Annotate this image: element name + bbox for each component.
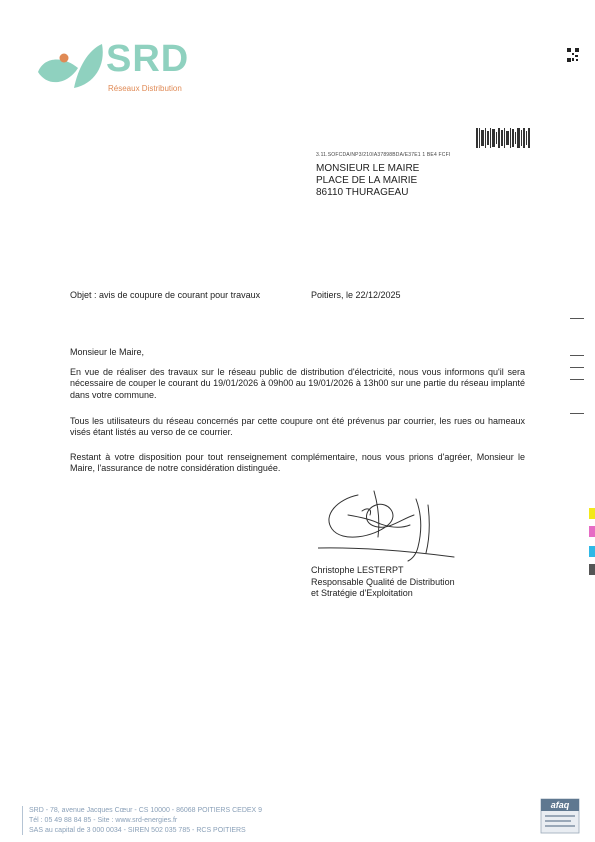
body-paragraph: Restant à votre disposition pour tout renseignement complémentaire, nous vous prions d'agréer, Monsieur le Maire, l'assurance de notre considération distinguée. — [70, 452, 525, 474]
signer-block — [311, 565, 455, 600]
recipient-address — [316, 163, 419, 199]
logo-tagline: Réseaux Distribution — [108, 84, 182, 93]
registration-mark-magenta — [589, 526, 595, 537]
place-and-date: Poitiers, le 22/12/2025 — [311, 290, 401, 300]
fold-mark — [570, 413, 584, 414]
handwritten-signature — [318, 485, 458, 565]
fold-mark — [570, 367, 584, 368]
body-paragraph: En vue de réaliser des travaux sur le réseau public de distribution d'électricité, nous vous informons qu'il sera nécessaire de couper le courant du 19/01/2026 à 09h00 au 19/01/2026 à 13h00 sur une partie du réseau implanté dans votre commune. — [70, 367, 525, 400]
afaq-certification-logo — [539, 797, 581, 835]
logo-leaf-right — [74, 44, 103, 88]
logo-wordmark: SRD — [106, 38, 190, 80]
footer-address: SRD - 78, avenue Jacques Cœur - CS 10000 - 86068 POITIERS CEDEX 9 — [29, 807, 263, 814]
recipient-name: MONSIEUR LE MAIRE — [316, 163, 420, 174]
salutation: Monsieur le Maire, — [70, 347, 145, 357]
registration-mark-cyan — [589, 546, 595, 557]
signer-title: et Stratégie d'Exploitation — [311, 588, 413, 599]
qr-code-icon — [567, 48, 579, 62]
registration-mark-black — [589, 564, 595, 575]
recipient-street: PLACE DE LA MAIRIE — [316, 175, 418, 186]
footer-contact: Tél : 05 49 88 84 85 - Site : www.srd-energies.fr — [29, 816, 178, 824]
registration-mark-yellow — [589, 508, 595, 519]
letter-subject: Objet : avis de coupure de courant pour travaux — [70, 290, 261, 300]
barcode-icon — [476, 128, 530, 148]
fold-mark — [570, 379, 584, 380]
footer-legal: SAS au capital de 3 000 0034 - SIREN 502 035 785 - RCS POITIERS — [29, 826, 246, 834]
logo-leaf-left — [38, 59, 78, 82]
reference-code: 3.11.SOFCDA/NP3/210IA37898BDA/E37E1 1 BE4 FCFI — [316, 152, 451, 158]
svg-text:afaq: afaq — [550, 800, 570, 810]
signer-title: Responsable Qualité de Distribution — [311, 576, 455, 587]
recipient-city: 86110 THURAGEAU — [316, 187, 409, 198]
body-paragraph: Tous les utilisateurs du réseau concernés par cette coupure ont été prévenus par courrier, les rues ou hameaux visés étant listés au verso de ce courrier. — [70, 416, 525, 438]
signer-name: Christophe LESTERPT — [311, 565, 404, 575]
company-footer — [22, 806, 262, 835]
fold-mark — [570, 318, 584, 319]
fold-mark — [570, 355, 584, 356]
logo-dot — [60, 54, 69, 63]
